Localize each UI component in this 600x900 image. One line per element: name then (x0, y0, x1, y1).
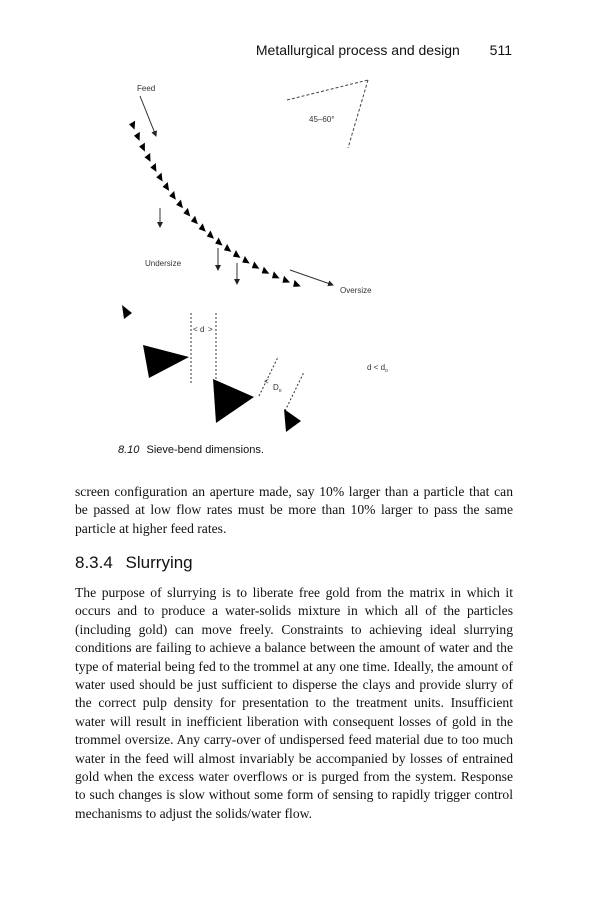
section-heading (75, 553, 193, 573)
aperture-right-marker: > (208, 325, 213, 334)
screen-bar (183, 208, 194, 219)
angle-line-top (287, 80, 368, 100)
screen-bar (129, 121, 139, 131)
angle-line-side (348, 80, 368, 148)
section-title: Slurrying (125, 553, 193, 572)
screen-bar (232, 250, 243, 260)
aperture-d-label: d (200, 325, 205, 334)
screen-bar (162, 182, 172, 193)
feed-arrow (140, 96, 156, 136)
screen-bar (190, 216, 201, 227)
paragraph-1: screen configuration an aperture made, say 10% larger than a particle that can be passed at low flow rates must be more than 10% larger to pass the same particle at higher feed rates. (75, 484, 513, 536)
running-title: Metallurgical process and design (255, 42, 460, 58)
screen-bar (241, 256, 251, 266)
caption-text: Sieve-bend dimensions. (146, 444, 264, 456)
page-number: 511 (489, 42, 512, 58)
large-particle-triangle (143, 345, 189, 378)
do-label: $D_o$ (273, 383, 282, 394)
angle-label: 45–60° (309, 115, 335, 124)
section-number: 8.3.4 (75, 553, 113, 572)
screen-bar (144, 153, 154, 163)
screen-bar (271, 271, 281, 281)
caption-number: 8.10 (118, 444, 140, 456)
do-right-line (285, 372, 304, 411)
relation-label: $d < d_o$ (367, 363, 388, 374)
medium-particle-triangle (213, 379, 254, 423)
paragraph-2: The purpose of slurrying is to liberate free gold from the matrix in which it occurs and to produce a water-solids mixture in which all of the particles (including gold) can move freely. Constraints to achieving ideal slurrying conditions are failing to achieve a balance between the amount of water and the type of material being fed to the trommel at any one time. Ideally, the amount of water used should be just sufficient to disperse the clays and provide slurry of the correct pulp density for presentation to the treatment units. Insufficient water will result in inefficient liberation with consequent losses of gold in the trommel oversize. Any carry-over of undispersed feed material due to too much water in the feed will almost invariably be accompanied by losses of entrained gold when the excess water overflows or is purged from the system. Response to such changes is slow without some form of sensing to rapidly trigger control mechanisms to adjust the solids/water flow. (75, 585, 513, 821)
figure-caption (118, 444, 264, 456)
screen-bar (223, 244, 234, 254)
screen-bar (134, 132, 144, 142)
oversize-label: Oversize (340, 286, 372, 295)
small-marker-triangle (122, 305, 132, 319)
screen-bar (214, 237, 225, 247)
screen-bar (176, 200, 187, 211)
undersize-label: Undersize (145, 259, 182, 268)
do-marker: < (264, 377, 269, 386)
screen-bar (251, 261, 261, 271)
screen-bar (261, 267, 271, 277)
screen-bar (156, 173, 166, 184)
screen-bar (281, 276, 291, 285)
screen-bar (206, 231, 217, 242)
screen-bar (198, 223, 209, 234)
screen-bar (139, 143, 149, 153)
aperture-left-marker: < (193, 325, 198, 334)
screen-bar (292, 280, 302, 289)
feed-label: Feed (137, 84, 156, 93)
screen-bar (150, 163, 160, 173)
screen-bar (169, 191, 179, 202)
small-particle-triangle (284, 409, 301, 432)
